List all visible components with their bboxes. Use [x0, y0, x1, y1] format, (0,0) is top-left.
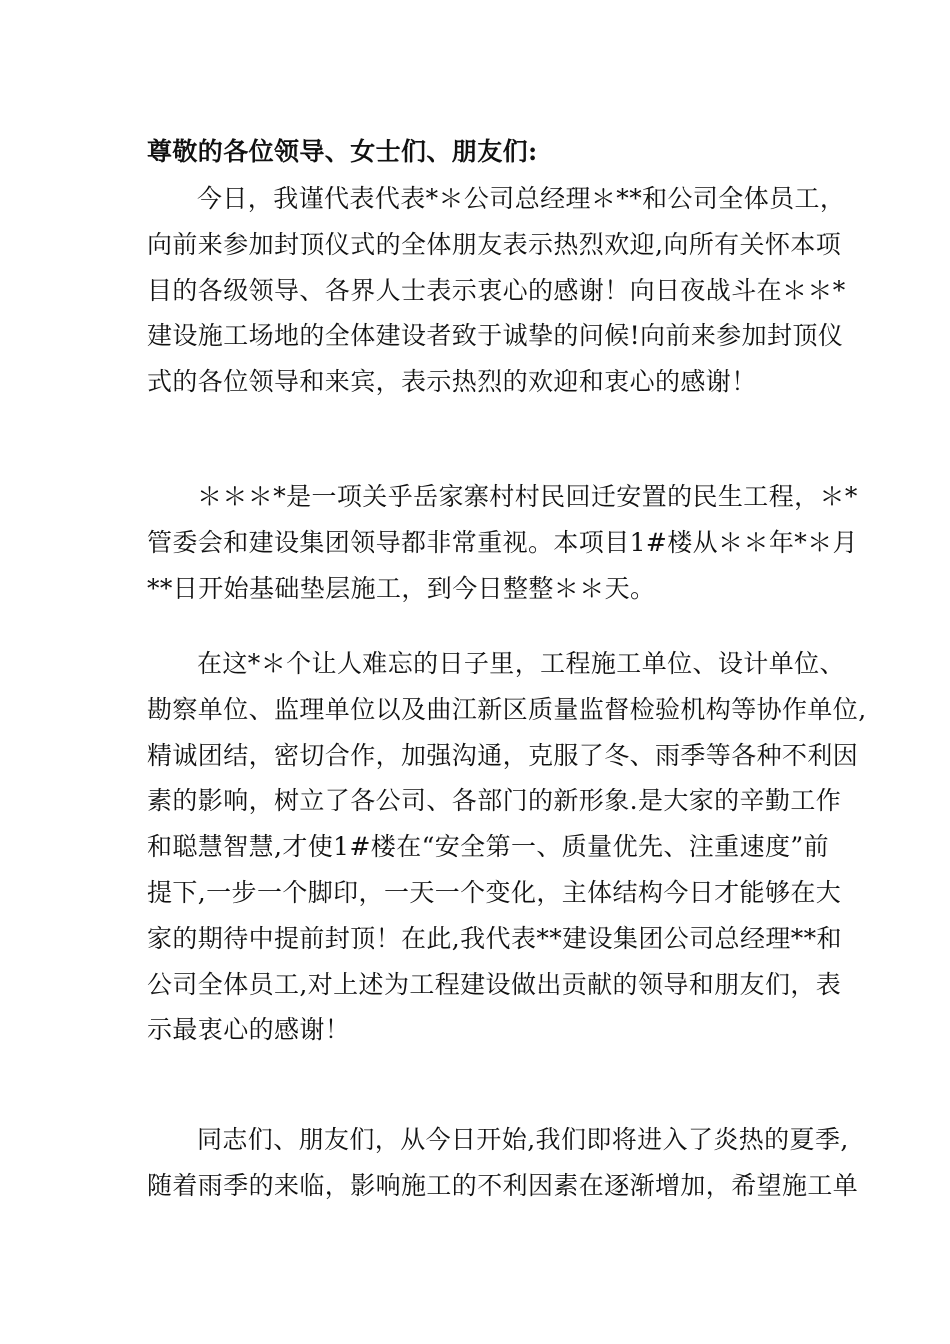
- text-line: 示最衷心的感谢！: [147, 1015, 351, 1045]
- text-line: 式的各位领导和来宾，表示热烈的欢迎和衷心的感谢！: [147, 367, 757, 397]
- text-line: 勘察单位、监理单位以及曲江新区质量监督检验机构等协作单位,: [147, 694, 867, 724]
- text-line: 建设施工场地的全体建设者致于诚挚的问候!向前来参加封顶仪: [147, 321, 844, 351]
- text-line: 随着雨季的来临，影响施工的不利因素在逐渐增加，希望施工单: [147, 1170, 859, 1200]
- text-line: 同志们、朋友们，从今日开始,我们即将进入了炎热的夏季,: [197, 1125, 849, 1154]
- text-line: 精诚团结，密切合作，加强沟通，克服了冬、雨季等各种不利因: [147, 740, 859, 770]
- paragraph-summer: [147, 1117, 877, 1209]
- paragraph-welcome: [147, 176, 877, 405]
- paragraph-thanks: [147, 641, 877, 1053]
- paragraph-project: [147, 474, 877, 611]
- text-line: 提下,一步一个脚印，一天一个变化，主体结构今日才能够在大: [147, 877, 842, 907]
- text-line: 向前来参加封顶仪式的全体朋友表示热烈欢迎,向所有关怀本项: [147, 229, 842, 259]
- greeting-heading: 尊敬的各位领导、女士们、朋友们:: [147, 137, 538, 166]
- text-line: 公司全体员工,对上述为工程建设做出贡献的领导和朋友们，表: [147, 969, 842, 999]
- text-line: ＊＊＊*是一项关乎岳家寨村村民回迁安置的民生工程，＊*: [197, 482, 858, 511]
- text-line: 管委会和建设集团领导都非常重视。本项目1#楼从＊＊年*＊月: [147, 527, 858, 557]
- text-line: **日开始基础垫层施工，到今日整整＊＊天。: [147, 573, 656, 603]
- text-line: 目的各级领导、各界人士表示衷心的感谢！向日夜战斗在＊＊*: [147, 275, 846, 305]
- text-line: 素的影响，树立了各公司、各部门的新形象.是大家的辛勤工作: [147, 786, 842, 816]
- text-line: 和聪慧智慧,才使1#楼在“安全第一、质量优先、注重速度”前: [147, 832, 829, 862]
- text-line: 今日，我谨代表代表*＊公司总经理＊**和公司全体员工，: [197, 184, 846, 213]
- text-line: 在这*＊个让人难忘的日子里，工程施工单位、设计单位、: [197, 649, 845, 678]
- text-line: 家的期待中提前封顶！在此,我代表**建设集团公司总经理**和: [147, 923, 842, 953]
